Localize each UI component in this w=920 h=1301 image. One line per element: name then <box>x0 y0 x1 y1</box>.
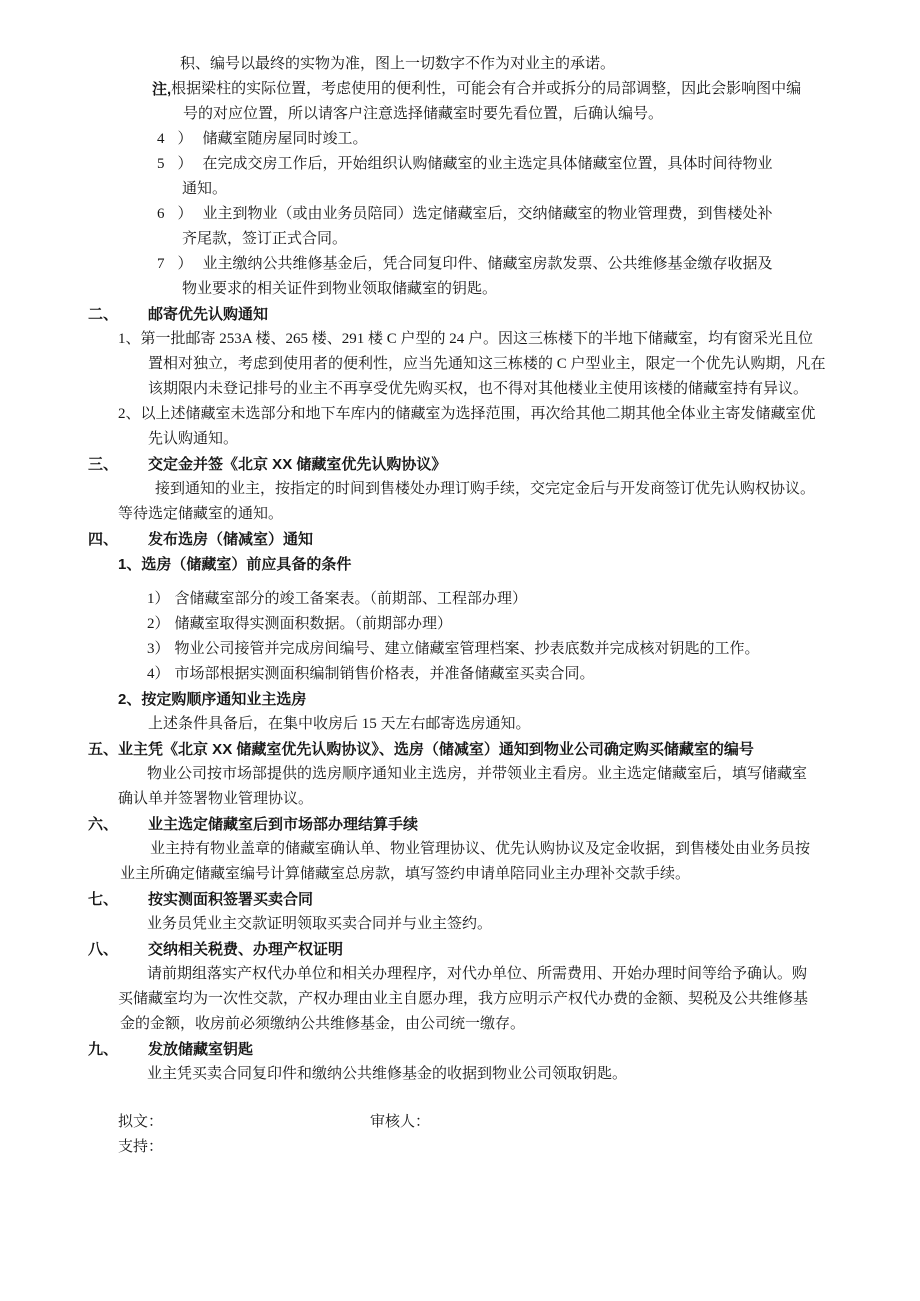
body-paragraph-continuation <box>0 987 920 1012</box>
section-title: 发放储藏室钥匙 <box>148 1041 254 1058</box>
text-segment: 买储藏室均为一次性交款，产权办理由业主自愿办理，我方应明示产权代办费的金额、契税及公共维修基 <box>118 991 809 1007</box>
text-segment: 接到通知的业主，按指定的时间到售楼处办理订购手续，交完定金后与开发商签订优先认购权协议。 <box>155 481 816 497</box>
section-heading-2 <box>0 302 920 327</box>
text-segment: 第一批邮寄 253A 楼、265 楼、291 楼 C 户型的 24 户。因这三栋楼下的半地下储藏室，均有窗采光且位 <box>140 331 814 347</box>
section-number: 八、 <box>88 941 119 958</box>
text-segment: 以上述储藏室未选部分和地下车库内的储藏室为选择范围，再次给其他二期其他全体业主寄发储藏室优 <box>140 406 816 422</box>
body-paragraph-continuation <box>0 1012 920 1037</box>
section-number: 四、 <box>88 531 119 548</box>
text-segment: 按定购顺序通知业主选房 <box>141 691 307 708</box>
list-number: 7 <box>157 256 165 272</box>
text-segment: ） <box>177 256 193 272</box>
section-number: 五、 <box>88 741 119 758</box>
note-label: 注, <box>152 81 172 98</box>
body-paragraph <box>0 712 920 737</box>
text-segment: 先认购通知。 <box>148 431 239 447</box>
text-segment: 储藏室取得实测面积数据。（前期部办理） <box>174 616 453 632</box>
text-segment: 号的对应位置，所以请客户注意选择储藏室时要先看位置，后确认编号。 <box>183 106 664 122</box>
text-segment: 等待选定储藏室的通知。 <box>118 506 284 522</box>
numbered-item-1-continuation <box>0 377 920 402</box>
text-segment: 请前期组落实产权代办单位和相关办理程序，对代办单位、所需费用、开始办理时间等给予确认。购 <box>147 966 808 982</box>
text-segment: 该期限内未登记排号的业主不再享受优先购买权，也不得对其他楼业主使用该楼的储藏室持有异议。 <box>148 381 809 397</box>
signature-line-drafter <box>0 1110 920 1135</box>
text-segment: 根据梁柱的实际位置，考虑使用的便利性，可能会有合并或拆分的局部调整，因此会影响图中编 <box>171 81 802 97</box>
section-title: 邮寄优先认购通知 <box>148 306 269 323</box>
text-segment: 业主所确定储藏室编号计算储藏室总房款，填写签约申请单陪同业主办理补交款手续。 <box>120 866 691 882</box>
signature-line-support <box>0 1135 920 1160</box>
section-heading-4 <box>0 527 920 552</box>
numbered-item-2 <box>0 402 920 427</box>
section-heading-8 <box>0 937 920 962</box>
text-segment: 储藏室随房屋同时竣工。 <box>202 131 368 147</box>
list-item-6 <box>0 202 920 227</box>
section-number: 二、 <box>88 306 119 323</box>
item-number: 1、 <box>118 556 142 573</box>
text-segment: 金的金额，收房前必须缴纳公共维修基金，由公司统一缴存。 <box>120 1016 526 1032</box>
list-item-4 <box>0 127 920 152</box>
list-number: 6 <box>157 206 165 222</box>
section-heading-5 <box>0 737 920 762</box>
text-segment: 在完成交房工作后，开始组织认购储藏室的业主选定具体储藏室位置，具体时间待物业 <box>202 156 773 172</box>
text-segment: 通知。 <box>182 181 228 197</box>
section-heading-9 <box>0 1037 920 1062</box>
body-continuation-line <box>0 52 920 77</box>
section-title: 交纳相关税费、办理产权证明 <box>148 941 344 958</box>
text-segment: 齐尾款，签订正式合同。 <box>182 231 348 247</box>
section-title: 交定金并签《北京 XX 储藏室优先认购协议》 <box>148 456 447 473</box>
drafter-label: 拟文： <box>118 1114 164 1130</box>
item-number: 2、 <box>118 691 142 708</box>
sublist-item-2 <box>0 612 920 637</box>
body-paragraph <box>0 1062 920 1087</box>
section-heading-7 <box>0 887 920 912</box>
text-segment: 上述条件具备后，在集中收房后 15 天左右邮寄选房通知。 <box>148 716 531 732</box>
body-paragraph-continuation <box>0 787 920 812</box>
body-paragraph <box>0 912 920 937</box>
reviewer-label: 审核人： <box>370 1114 431 1130</box>
section-number: 九、 <box>88 1041 119 1058</box>
note-continuation-line <box>0 102 920 127</box>
body-paragraph <box>0 962 920 987</box>
list-number: 4 <box>157 131 165 147</box>
list-item-5 <box>0 152 920 177</box>
section-heading-6 <box>0 812 920 837</box>
text-segment: 业务员凭业主交款证明领取买卖合同并与业主签约。 <box>147 916 493 932</box>
support-label: 支持： <box>118 1139 164 1155</box>
text-segment: ） <box>177 156 193 172</box>
section-title: 按实测面积签署买卖合同 <box>148 891 314 908</box>
text-segment: 业主持有物业盖章的储藏室确认单、物业管理协议、优先认购协议及定金收据，到售楼处由业务员按 <box>150 841 811 857</box>
subheading-1 <box>0 552 920 577</box>
body-paragraph <box>0 762 920 787</box>
section-title: 发布选房（储减室）通知 <box>148 531 314 548</box>
list-item-7 <box>0 252 920 277</box>
body-paragraph <box>0 837 920 862</box>
text-segment: 确认单并签署物业管理协议。 <box>118 791 314 807</box>
text-segment: 物业公司按市场部提供的选房顺序通知业主选房，并带领业主看房。业主选定储藏室后，填写储藏室 <box>147 766 808 782</box>
list-number: 1） <box>147 591 170 607</box>
subheading-2 <box>0 687 920 712</box>
text-segment: 积、编号以最终的实物为准，图上一切数字不作为对业主的承诺。 <box>180 56 616 72</box>
list-number: 2） <box>147 616 170 632</box>
numbered-item-1-continuation <box>0 352 920 377</box>
body-paragraph <box>0 477 920 502</box>
section-heading-3 <box>0 452 920 477</box>
text-segment: 物业要求的相关证件到物业领取储藏室的钥匙。 <box>182 281 498 297</box>
sublist-item-1 <box>0 587 920 612</box>
list-number: 4） <box>147 666 170 682</box>
sublist-item-3 <box>0 637 920 662</box>
section-title: 业主选定储藏室后到市场部办理结算手续 <box>148 816 419 833</box>
list-number: 5 <box>157 156 165 172</box>
text-segment: 市场部根据实测面积编制销售价格表，并准备储藏室买卖合同。 <box>174 666 595 682</box>
body-paragraph-continuation <box>0 502 920 527</box>
list-number: 3） <box>147 641 170 657</box>
text-segment: 含储藏室部分的竣工备案表。（前期部、工程部办理） <box>174 591 528 607</box>
text-segment: ） <box>177 131 193 147</box>
text-segment: ） <box>177 206 193 222</box>
note-line <box>0 77 920 102</box>
text-segment: 物业公司接管并完成房间编号、建立储藏室管理档案、抄表底数并完成核对钥匙的工作。 <box>174 641 760 657</box>
sublist-item-4 <box>0 662 920 687</box>
list-item-5-continuation <box>0 177 920 202</box>
document-content <box>0 52 920 1160</box>
numbered-item-2-continuation <box>0 427 920 452</box>
list-item-7-continuation <box>0 277 920 302</box>
section-number: 七、 <box>88 891 119 908</box>
body-paragraph-continuation <box>0 862 920 887</box>
list-item-6-continuation <box>0 227 920 252</box>
section-title: 业主凭《北京 XX 储藏室优先认购协议》、选房（储减室）通知到物业公司确定购买储藏室的编号 <box>118 741 754 758</box>
text-segment: 业主到物业（或由业务员陪同）选定储藏室后，交纳储藏室的物业管理费，到售楼处补 <box>202 206 773 222</box>
item-number: 2、 <box>118 406 141 422</box>
text-segment: 选房（储藏室）前应具备的条件 <box>141 556 352 573</box>
text-segment: 业主凭买卖合同复印件和缴纳公共维修基金的收据到物业公司领取钥匙。 <box>147 1066 628 1082</box>
section-number: 六、 <box>88 816 119 833</box>
numbered-item-1 <box>0 327 920 352</box>
text-segment: 置相对独立，考虑到使用者的便利性，应当先通知这三栋楼的 C 户型业主，限定一个优先认购期，凡在 <box>148 356 826 372</box>
section-number: 三、 <box>88 456 119 473</box>
item-number: 1、 <box>118 331 141 347</box>
text-segment: 业主缴纳公共维修基金后，凭合同复印件、储藏室房款发票、公共维修基金缴存收据及 <box>202 256 773 272</box>
